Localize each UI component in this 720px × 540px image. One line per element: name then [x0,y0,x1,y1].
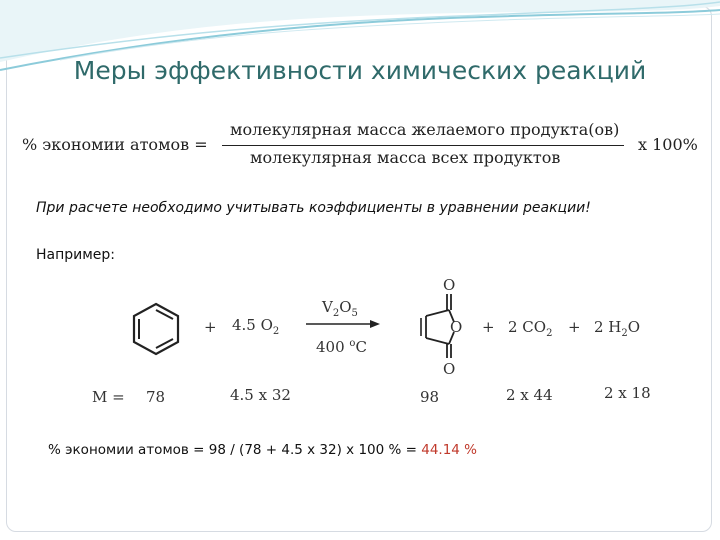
summary-result: 44.14 % [421,442,478,458]
catalyst-label: $V_2O_5$ [322,298,358,319]
h2o-product: 2 $H_2O$ [594,318,641,339]
mass-oxygen: 4.5 x 32 [230,386,291,404]
ring-oxygen: O [450,318,463,336]
fraction-bar [222,145,624,146]
plus-sign-2: + [482,318,495,336]
co2-product: 2 $CO_2$ [508,318,553,339]
molar-mass-label: M = [92,388,125,406]
benzene-structure [130,302,182,356]
oxygen-reactant: 4.5 $O_2$ [232,316,280,337]
mass-co2: 2 x 44 [506,386,553,404]
mass-h2o: 2 x 18 [604,384,651,402]
summary-expression: % экономии атомов = 98 / (78 + 4.5 x 32) x 100 % = [48,442,422,458]
formula-label: % экономии атомов = [22,135,208,154]
example-label: Например: [36,247,116,263]
reaction-arrow [306,318,382,330]
coefficient-note: При расчете необходимо учитывать коэффициенты в уравнении реакции! [36,200,591,216]
atom-economy-result [48,442,477,458]
formula-numerator: молекулярная масса желаемого продукта(ов) [230,120,620,139]
carbonyl-oxygen-top: O [443,276,456,294]
formula-denominator: молекулярная масса всех продуктов [250,148,561,167]
formula-multiplier: x 100% [638,135,698,154]
mass-maleic-anhydride: 98 [420,388,440,406]
plus-sign-1: + [204,318,217,336]
temperature-label: 400 $^o$C [316,338,367,356]
mass-benzene: 78 [146,388,166,406]
plus-sign-3: + [568,318,581,336]
carbonyl-oxygen-bottom: O [443,360,456,378]
slide-title: Меры эффективности химических реакций [73,56,647,85]
